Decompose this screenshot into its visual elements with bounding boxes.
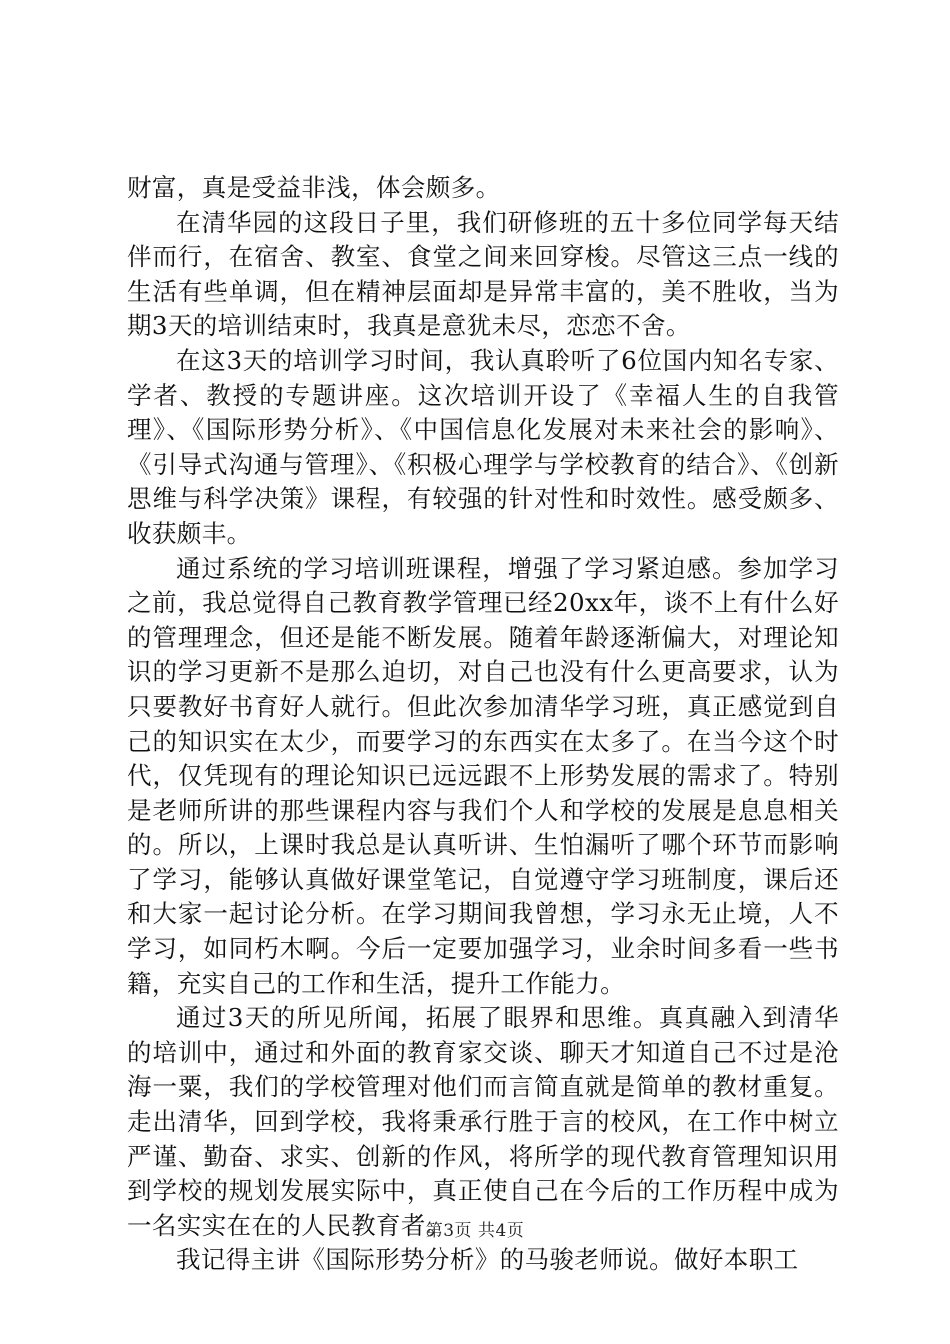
paragraph-closing: 我记得主讲《国际形势分析》的马骏老师说。做好本职工 xyxy=(176,1245,799,1275)
paragraph-lectures: 在这3天的培训学习时间，我认真聆听了6位国内知名专家、学者、教授的专题讲座。这次培训开设了《幸福人生的自我管理》、《国际形势分析》、《中国信息化发展对未来社会的影响》、《引导式沟通与管理》、《积极心理学与学校教育的结合》、《创新思维与科学决策》课程，有较强的针对性和时效性。感受颇多、收获颇丰。 xyxy=(127,345,839,548)
document-body xyxy=(127,171,839,1278)
paragraph-learning-urgency: 通过系统的学习培训班课程，增强了学习紧迫感。参加学习之前，我总觉得自己教育教学管理已经20xx年，谈不上有什么好的管理理念，但还是能不断发展。随着年龄逐渐偏大，对理论知识的学习更新不是那么迫切，对自己也没有什么更高要求，认为只要教好书育好人就行。但此次参加清华学习班，真正感觉到自己的知识实在太少，而要学习的东西实在太多了。在当今这个时代，仅凭现有的理论知识已远远跟不上形势发展的需求了。特别是老师所讲的那些课程内容与我们个人和学校的发展是息息相关的。所以，上课时我总是认真听讲、生怕漏听了哪个环节而影响了学习，能够认真做好课堂笔记，自觉遵守学习班制度，课后还和大家一起讨论分析。在学习期间我曾想，学习永无止境，人不学习，如同朽木啊。今后一定要加强学习，业余时间多看一些书籍，充实自己的工作和生活，提升工作能力。 xyxy=(127,553,839,998)
page-number-footer: 第3页 共4页 xyxy=(425,1221,525,1241)
paragraph-continued: 财富，真是受益非浅，体会颇多。 xyxy=(127,173,501,202)
paragraph-tsinghua-days: 在清华园的这段日子里，我们研修班的五十多位同学每天结伴而行，在宿舍、教室、食堂之间来回穿梭。尽管这三点一线的生活有些单调，但在精神层面却是异常丰富的，美不胜收，当为期3天的培训结束时，我真是意犹未尽，恋恋不舍。 xyxy=(127,207,839,341)
paragraph-horizons: 通过3天的所见所闻，拓展了眼界和思维。真真融入到清华的培训中，通过和外面的教育家交谈、聊天才知道自己不过是沧海一粟，我们的学校管理对他们而言简直就是简单的教材重复。走出清华，回到学校，我将秉承行胜于言的校风，在工作中树立严谨、勤奋、求实、创新的作风，将所学的现代教育管理知识用到学校的规划发展实际中，真正使自己在今后的工作历程中成为一名实实在在的人民教育者。 xyxy=(127,1003,839,1240)
